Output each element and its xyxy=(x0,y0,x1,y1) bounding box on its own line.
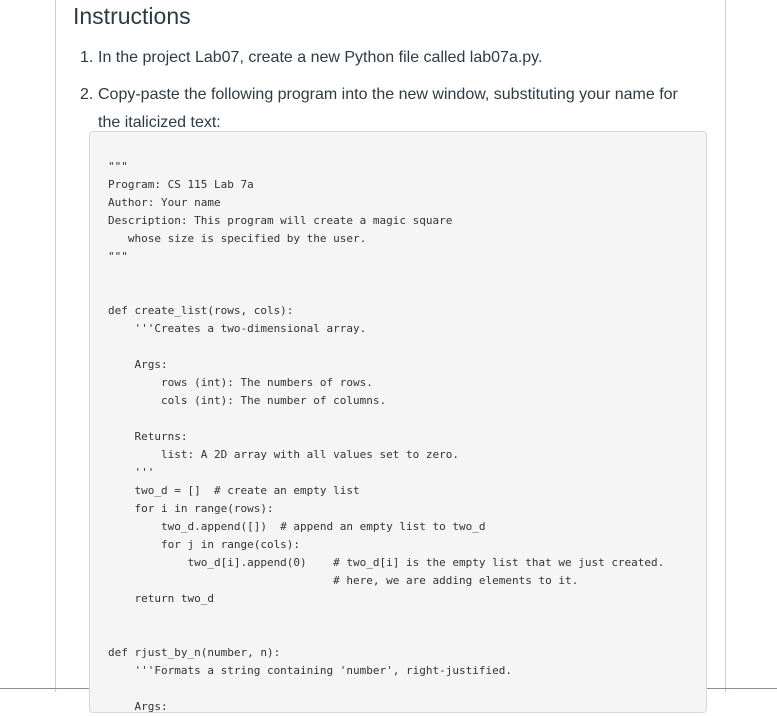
code-line: """ xyxy=(108,250,128,263)
page-heading: Instructions xyxy=(73,3,191,29)
code-line: """ xyxy=(108,160,128,173)
code-line: Args: xyxy=(108,358,168,371)
code-line: cols (int): The number of columns. xyxy=(108,394,387,407)
code-line: '''Creates a two-dimensional array. xyxy=(108,322,367,335)
code-line: ''' xyxy=(108,466,155,479)
code-line: Program: CS 115 Lab 7a xyxy=(108,178,254,191)
code-line: two_d[i].append(0) # two_d[i] is the empty list that we just created. xyxy=(108,556,665,569)
code-line: for i in range(rows): xyxy=(108,502,274,515)
code-line: '''Formats a string containing 'number', right-justified. xyxy=(108,664,512,677)
code-line: Author: Your name xyxy=(108,196,221,209)
content-left-border xyxy=(55,0,56,692)
step-number: 2. xyxy=(80,86,94,103)
step-number: 1. xyxy=(80,49,94,66)
code-line: # here, we are adding elements to it. xyxy=(108,574,579,587)
code-line: return two_d xyxy=(108,592,214,605)
code-line: def create_list(rows, cols): xyxy=(108,304,294,317)
code-line: two_d = [] # create an empty list xyxy=(108,484,360,497)
code-block[interactable] xyxy=(89,131,707,713)
code-line: rows (int): The numbers of rows. xyxy=(108,376,373,389)
instruction-step-2 xyxy=(80,81,690,137)
code-line: Description: This program will create a magic square xyxy=(108,214,453,227)
code-line: Returns: xyxy=(108,430,188,443)
step-text: Copy-paste the following program into the new window, substituting your name for the italicized text: xyxy=(98,86,678,131)
code-line: list: A 2D array with all values set to zero. xyxy=(108,448,459,461)
instruction-step-1 xyxy=(80,44,690,72)
code-line: two_d.append([]) # append an empty list to two_d xyxy=(108,520,486,533)
code-line: whose size is specified by the user. xyxy=(108,232,367,245)
code-line: Args: xyxy=(108,700,168,713)
step-text: In the project Lab07, create a new Python file called lab07a.py. xyxy=(98,49,543,66)
content-right-border xyxy=(725,0,726,692)
code-line: for j in range(cols): xyxy=(108,538,301,551)
code-line: def rjust_by_n(number, n): xyxy=(108,646,281,659)
